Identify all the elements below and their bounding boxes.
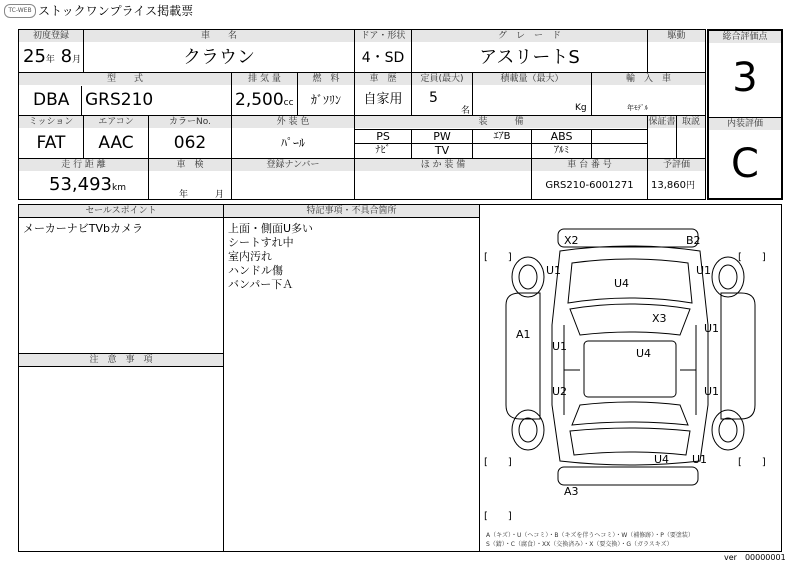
- mark-x2: X2: [564, 234, 579, 247]
- capacity-label: 定員(最大): [412, 73, 472, 85]
- mark-u1-rear-right: U1: [692, 453, 708, 466]
- plate-label: 登録ナンバー: [232, 159, 354, 171]
- warranty-label: 保証書: [648, 117, 676, 127]
- sales-point-label: セールスポイント: [19, 205, 223, 218]
- exterior: ﾊﾟｰﾙ: [280, 136, 305, 150]
- import-label: 輸 入 車: [592, 73, 705, 85]
- car-name: クラウン: [183, 47, 255, 68]
- first-reg-label: 初度登録: [19, 30, 83, 42]
- bracket-rear-right: [ ]: [738, 457, 766, 468]
- equip-navi: ﾅﾋﾞ: [375, 145, 391, 156]
- inspection-month-unit: 月: [215, 190, 225, 200]
- displacement-unit: cc: [283, 98, 294, 108]
- mission: FAT: [36, 133, 66, 153]
- equip-tv: TV: [434, 144, 450, 157]
- equip-ps: PS: [376, 130, 390, 143]
- manual-label: 取説: [677, 116, 705, 128]
- mileage-label: 走 行 距 離: [19, 159, 148, 171]
- exterior-label: 外 装 色: [232, 116, 354, 128]
- mark-a1: A1: [516, 328, 531, 341]
- chassis-number: GRS210-6001271: [545, 180, 634, 191]
- load-label: 積載量（最大）: [473, 73, 591, 85]
- load-unit: Kg: [575, 103, 587, 113]
- car-name-label: 車 名: [84, 30, 354, 42]
- mark-u1-left-front-door: U1: [552, 340, 568, 353]
- first-reg-month: 8: [60, 46, 73, 67]
- notes-label: 特記事項・不具合箇所: [224, 205, 479, 218]
- import-note: 年ﾓﾃﾞﾙ: [627, 104, 648, 112]
- inspection-label: 車 検: [149, 159, 231, 171]
- other-equip-label: ほ か 装 備: [355, 159, 531, 171]
- interior-score-label: 内装評価: [709, 118, 781, 130]
- price-value: 13,860: [651, 180, 686, 191]
- mark-u2-left-rear-door: U2: [552, 385, 568, 398]
- price-unit: 円: [686, 181, 696, 191]
- mark-x3: X3: [652, 312, 667, 325]
- bracket-rear-left: [ ]: [484, 457, 512, 468]
- history-label: 車 歴: [355, 73, 411, 85]
- fuel: ｶﾞｿﾘﾝ: [310, 93, 341, 107]
- inspection-year-unit: 年: [179, 190, 189, 200]
- first-reg-value: [23, 46, 81, 71]
- total-score-label: 総合評価点: [709, 31, 781, 43]
- mileage-unit: km: [111, 183, 126, 193]
- first-reg-year: 25: [23, 46, 46, 67]
- model-prefix: DBA: [33, 90, 70, 110]
- bracket-bottom: [ ]: [484, 511, 512, 522]
- color-no-label: カラーNo.: [149, 116, 231, 128]
- capacity-unit: 名: [461, 106, 471, 116]
- model-label: 型 式: [19, 73, 231, 85]
- score-panel: [707, 29, 783, 200]
- version-text: ver 00000001: [724, 553, 786, 562]
- color-no: 062: [173, 133, 207, 153]
- equip-abs: ABS: [550, 130, 573, 143]
- sales-point-text: メーカーナビTVbカメラ: [23, 222, 144, 235]
- caution-label: 注 意 事 項: [19, 354, 223, 367]
- mileage-value: 53,493: [49, 174, 112, 195]
- displacement-value: 2,500: [235, 90, 284, 110]
- capacity: 5: [429, 90, 438, 106]
- price-label: 予評価: [648, 159, 705, 171]
- note-item: ハンドル傷: [228, 264, 283, 277]
- mission-label: ミッション: [19, 116, 83, 128]
- mark-u1-front-right: U1: [696, 264, 712, 277]
- mark-b2: B2: [686, 234, 701, 247]
- mark-u4-trunk: U4: [654, 453, 670, 466]
- equip-alloy: ｱﾙﾐ: [554, 145, 569, 156]
- legend-line-2: S（錆）・C（腐食）・XX（交換済み）・X（要交換）・G（ガラスキズ）: [486, 541, 673, 548]
- note-item: バンパー下Ａ: [228, 278, 294, 291]
- mileage: [49, 174, 126, 199]
- remarks-table: [18, 204, 782, 552]
- note-item: 室内汚れ: [228, 250, 272, 263]
- price: [651, 179, 695, 193]
- door-type: 4・SD: [361, 50, 405, 66]
- mark-a3: A3: [564, 485, 579, 498]
- history: 自家用: [363, 92, 403, 107]
- displacement-label: 排 気 量: [232, 73, 297, 85]
- note-item: シートすれ中: [228, 236, 294, 249]
- mark-u4-hood: U4: [614, 277, 630, 290]
- interior-score: C: [731, 141, 759, 187]
- total-score: 3: [732, 55, 758, 101]
- car-damage-diagram: [480, 205, 781, 551]
- equipment-label: 装 備: [355, 116, 647, 128]
- aircon: AAC: [98, 133, 134, 153]
- grade: アスリートS: [479, 47, 580, 68]
- mark-u1-right-rear-door: U1: [704, 385, 720, 398]
- displacement: [235, 89, 294, 114]
- month-unit: 月: [72, 55, 82, 65]
- equip-airbag: ｴｱB: [493, 131, 511, 142]
- logo: TC-WEB: [4, 4, 36, 18]
- equip-pw: PW: [433, 130, 451, 143]
- door-type-label: ドア・形状: [355, 30, 411, 42]
- grade-label: グ レ ー ド: [412, 30, 647, 42]
- notes-list: [228, 222, 313, 292]
- page-title: ストックワンプライス掲載票: [38, 4, 194, 18]
- chassis-label: 車 台 番 号: [532, 159, 647, 171]
- info-table: [18, 29, 706, 200]
- mark-u1-front-left: U1: [546, 264, 562, 277]
- aircon-label: エアコン: [84, 116, 148, 128]
- legend-line-1: A（キズ）・U（ヘコミ）・B（キズを伴うヘコミ）・W（補修跡）・P（要塗装）: [486, 532, 694, 539]
- year-unit: 年: [45, 55, 55, 65]
- fuel-label: 燃 料: [298, 73, 354, 85]
- drive-label: 駆動: [648, 30, 705, 42]
- note-item: 上面・側面U多い: [228, 222, 314, 235]
- model: GRS210: [85, 90, 154, 110]
- bracket-front-right: [ ]: [738, 252, 766, 263]
- mark-u1-right-front-door: U1: [704, 322, 720, 335]
- bracket-front-left: [ ]: [484, 252, 512, 263]
- mark-u4-roof: U4: [636, 347, 652, 360]
